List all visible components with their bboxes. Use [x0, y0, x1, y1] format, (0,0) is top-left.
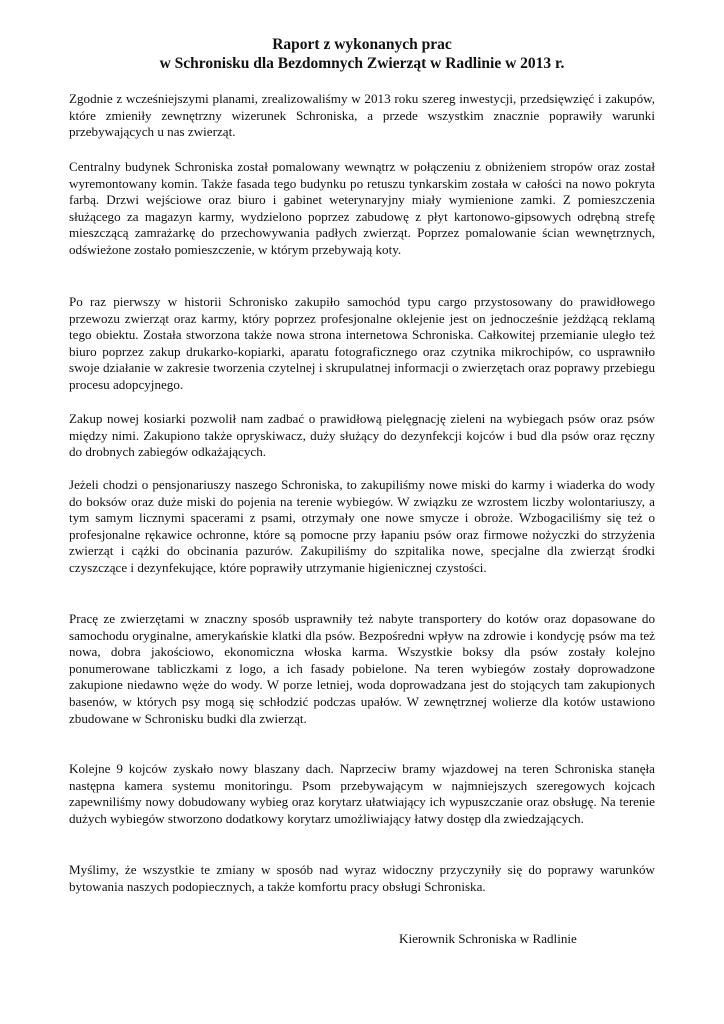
paragraph-6: [69, 611, 655, 727]
paragraph-8: [69, 862, 655, 895]
paragraph-5: [69, 477, 655, 577]
report-title-line-2: w Schronisku dla Bezdomnych Zwierząt w Radlinie w 2013 r.: [159, 55, 565, 72]
paragraph-text: Pracę ze zwierzętami w znaczny sposób usprawniły też nabyte transportery do kotów oraz dopasowane do samochodu oryginalne, amerykańskie klatki dla psów. Bezpośredni wpływ na zdrowie i kondycję psów ma też nowa, dobra jakościowo, ekonomiczna włoska karma. Wszystkie boksy dla psów zostały kolejno ponumerowane tabliczkami z logo, a ich fasady pobielone. Na teren wybiegów zostały doprowadzone zakupione niedawno węże do wody. W porze letniej, woda doprowadzana jest do stojących tam zakupionych basenów, w których psy mogą się schłodzić podczas upałów. W zewnętrznej wolierze dla kotów ustawiono zbudowane w Schronisku budki dla zwierząt.: [69, 611, 655, 726]
paragraph-text: Zgodnie z wcześniejszymi planami, zrealizowaliśmy w 2013 roku szereg inwestycji, przedsięwzięć i zakupów, które zmieniły zewnętrzny wizerunek Schroniska, a przede wszystkim znacznie poprawiły warunki przebywających u nas zwierząt.: [69, 91, 655, 140]
paragraph-2: [69, 159, 655, 259]
paragraph-text: Kolejne 9 kojców zyskało nowy blaszany dach. Naprzeciw bramy wjazdowej na teren Schroniska stanęła następna kamera systemu monitoringu. Psom przebywającym w najmniejszych szeregowych kojcach zapewniliśmy nowy dobudowany wybieg oraz korytarz ułatwiający ich wypuszczanie oraz obsługę. Na terenie dużych wybiegów stworzono dodatkowy korytarz umożliwiający łatwy dostęp dla zwiedzających.: [69, 761, 655, 826]
report-title-line-1: Raport z wykonanych prac: [272, 36, 452, 53]
paragraph-1: [69, 91, 655, 141]
paragraph-4: [69, 411, 655, 461]
paragraph-text: Jeżeli chodzi o pensjonariuszy naszego Schroniska, to zakupiliśmy nowe miski do karmy i wiaderka do wody do boksów oraz duże miski do pojenia na terenie wybiegów. W związku ze wzrostem liczby wolontariuszy, a tym samym licznymi spacerami z psami, otrzymały one nowe smycze i obroże. Wzbogaciliśmy się też o profesjonalne rękawice ochronne, które są pomocne przy łapaniu psów oraz firmowe nożyczki do strzyżenia zwierząt i cążki do obcinania pazurów. Zakupiliśmy do szpitalika nowe, specjalne dla zwierząt środki czyszczące i dezynfekujące, które poprawiły utrzymanie higienicznej czystości.: [69, 477, 655, 575]
paragraph-text: Myślimy, że wszystkie te zmiany w sposób nad wyraz widoczny przyczyniły się do poprawy warunków bytowania naszych podopiecznych, a także komfortu pracy obsługi Schroniska.: [69, 862, 655, 894]
signature-line: Kierownik Schroniska w Radlinie: [399, 931, 577, 946]
paragraph-3: [69, 294, 655, 394]
paragraph-text: Centralny budynek Schroniska został pomalowany wewnątrz w połączeniu z obniżeniem stropów oraz został wyremontowany komin. Także fasada tego budynku po retuszu tynkarskim została w całości na nowo pokryta farbą. Drzwi wejściowe oraz biuro i gabinet weterynaryjny miały wymienione zamki. Z pomieszczenia służącego za magazyn karmy, wydzielono poprzez zabudowę z płyt kartonowo-gipsowych odrębną strefę mieszczącą zamrażarkę do przechowywania padłych zwierząt. Poprzez pomalowanie ścian wewnętrznych, odświeżone zostało pomieszczenie, w którym przebywają koty.: [69, 159, 655, 257]
paragraph-7: [69, 761, 655, 827]
paragraph-text: Zakup nowej kosiarki pozwolił nam zadbać o prawidłową pielęgnację zieleni na wybiegach psów oraz psów między nimi. Zakupiono także opryskiwacz, duży służący do dezynfekcji kojców i bud dla psów oraz ręczny do drobnych zabiegów odkażających.: [69, 411, 655, 460]
paragraph-text: Po raz pierwszy w historii Schronisko zakupiło samochód typu cargo przystosowany do prawidłowego przewozu zwierząt oraz karmy, który poprzez profesjonalne oklejenie jest on jednocześnie jeżdżącą reklamą tego obiektu. Została stworzona także nowa strona internetowa Schroniska. Całkowitej przemianie uległo też biuro poprzez zakup drukarko-kopiarki, aparatu fotograficznego oraz czytnika mikrochipów, co usprawniło swoje działanie w zakresie tworzenia czytelnej i skrupulatnej informacji o zwierzętach oraz poprawy przebiegu procesu adopcyjnego.: [69, 294, 655, 392]
